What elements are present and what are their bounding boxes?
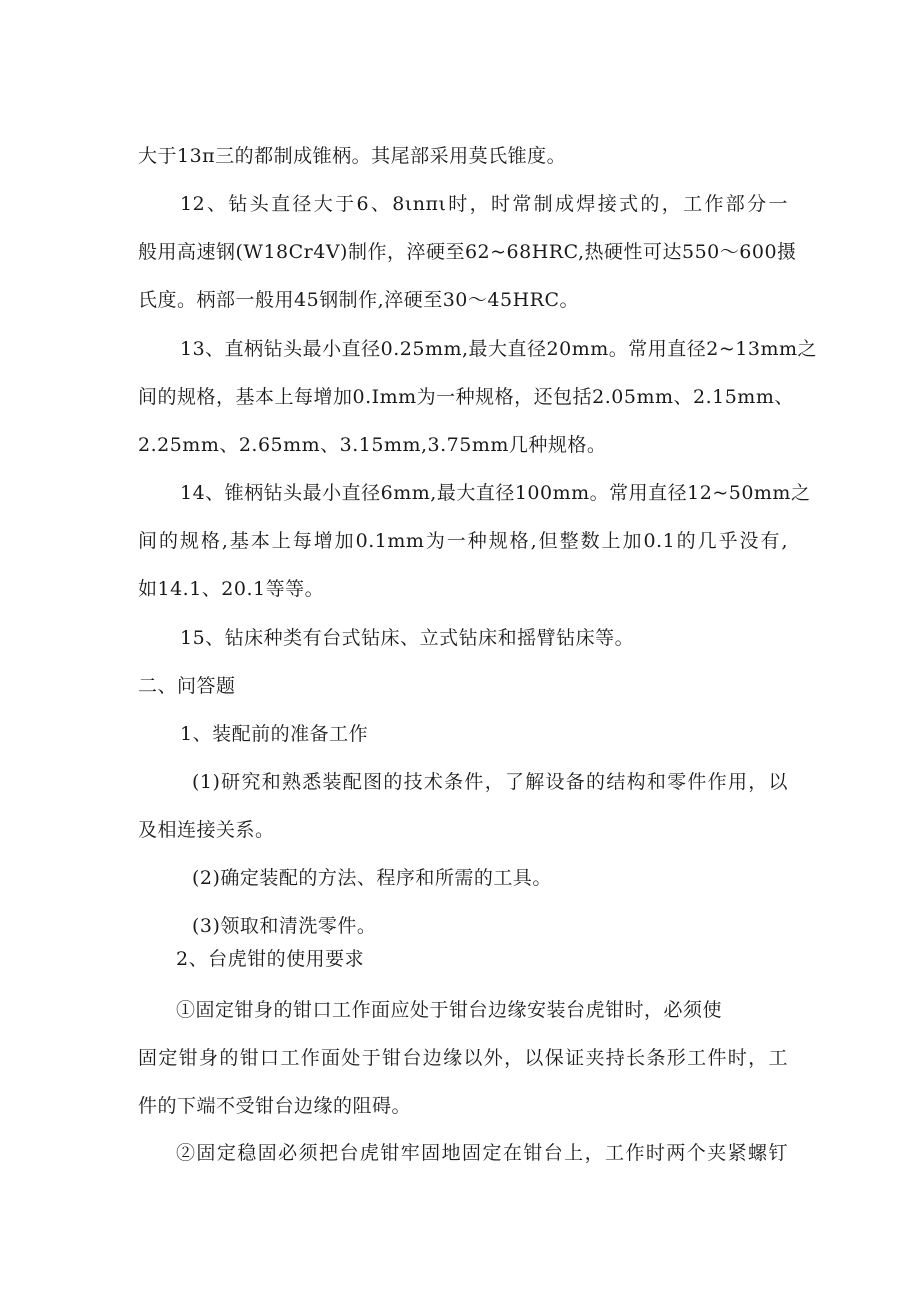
text-line: (1)研究和熟悉装配图的技术条件，了解设备的结构和零件作用，以 [192,771,788,793]
text-line: 13、直柄钻头最小直径0.25mm,最大直径20mm。常用直径2~13mm之 [180,338,817,360]
text-line: 件的下端不受钳台边缘的阻碍。 [138,1095,412,1117]
text-line: ②固定稳固必须把台虎钳牢固地固定在钳台上，工作时两个夹紧螺钉 [176,1142,788,1164]
text-line: 固定钳身的钳口工作面处于钳台边缘以外，以保证夹持长条形工件时，工 [138,1047,788,1069]
text-line: 及相连接关系。 [138,819,275,841]
text-line: 如14.1、20.1等等。 [138,578,325,600]
subsection-heading: 1、装配前的准备工作 [180,723,369,745]
text-line: 间的规格，基本上每增加0.Imm为一种规格，还包括2.05mm、2.15mm、 [138,386,794,408]
section-heading: 二、问答题 [138,675,236,697]
text-line: 般用高速钢(W18Cr4V)制作，淬硬至62~68HRC,热硬性可达550～600摄 [138,241,797,263]
text-line: 15、钻床种类有台式钻床、立式钻床和摇臂钻床等。 [180,627,635,649]
text-line: 间的规格,基本上每增加0.1mm为一种规格,但整数上加0.1的几乎没有, [138,530,788,552]
text-line: (3)领取和清洗零件。 [192,915,377,937]
text-line: 2.25mm、2.65mm、3.15mm,3.75mm几种规格。 [138,434,607,456]
text-line: 大于13π三的都制成锥柄。其尾部采用莫氏锥度。 [138,145,567,167]
text-line: (2)确定装配的方法、程序和所需的工具。 [192,867,552,889]
text-line: 氏度。柄部一般用45钢制作,淬硬至30～45HRC。 [138,289,579,311]
text-line: 14、锥柄钻头最小直径6mm,最大直径100mm。常用直径12~50mm之 [180,482,811,504]
text-line: ①固定钳身的钳口工作面应处于钳台边缘安装台虎钳时，必须使 [176,999,723,1021]
subsection-heading: 2、台虎钳的使用要求 [176,948,365,970]
text-line: 12、钻头直径大于6、8ιnπι时，时常制成焊接式的，工作部分一 [180,193,788,215]
